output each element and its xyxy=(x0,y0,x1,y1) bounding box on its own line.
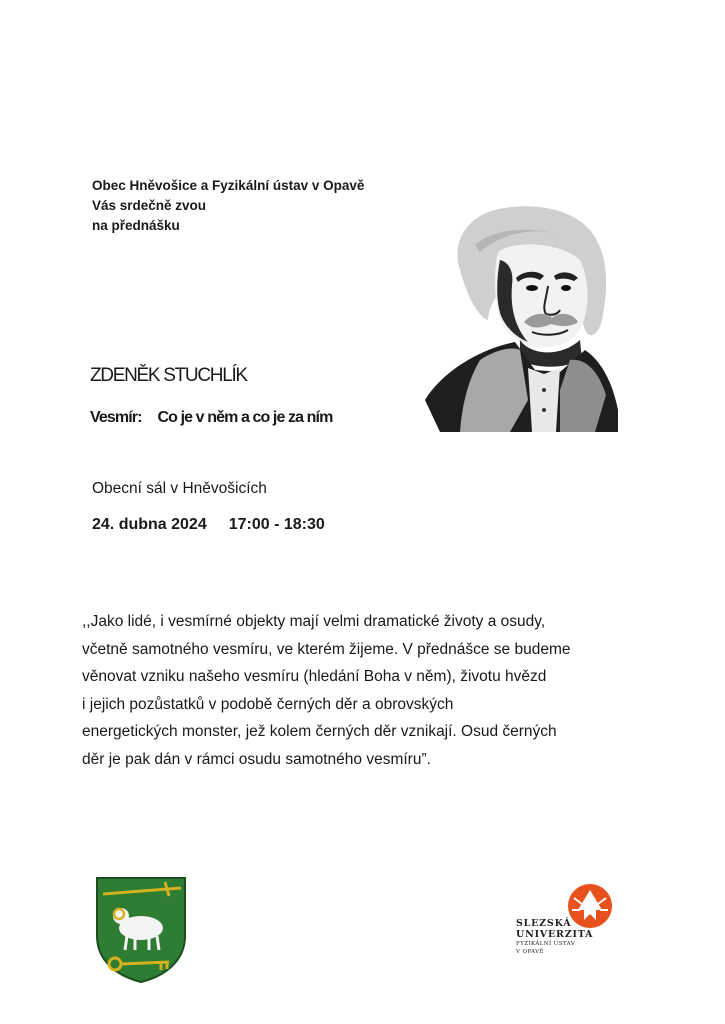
university-dept-line1: FYZIKÁLNÍ ÚSTAV xyxy=(516,941,576,947)
speaker-name: ZDENĚK STUCHLÍK xyxy=(90,365,247,386)
description-line: včetně samotného vesmíru, ve kterém žijeme. V přednášce se budeme xyxy=(82,640,571,658)
description-line: energetických monster, jež kolem černých děr vznikají. Osud černých xyxy=(82,723,557,740)
einstein-portrait-icon xyxy=(420,200,620,432)
invitation-intro xyxy=(92,176,364,236)
intro-line-invite: Vás srdečně zvou xyxy=(92,198,207,213)
date-time xyxy=(92,516,325,534)
description-line: i jejich pozůstatků v podobě černých děr a obrovských xyxy=(82,695,454,713)
topic-title: Co je v něm a co je za ním xyxy=(157,409,333,426)
intro-line-organizers: Obec Hněvošice a Fyzikální ústav v Opavě xyxy=(92,178,365,193)
venue: Obecní sál v Hněvošicích xyxy=(92,480,267,497)
description-line: děr je pak dán v rámci osudu samotného vesmíru”. xyxy=(82,750,431,768)
lecture-topic xyxy=(90,409,332,427)
university-name-line1: SLEZSKÁ xyxy=(516,918,572,929)
intro-line-lecture: na přednášku xyxy=(92,218,180,233)
university-name-line2: UNIVERZITA xyxy=(516,929,594,940)
coat-of-arms-icon xyxy=(95,876,187,984)
event-date: 24. dubna 2024 xyxy=(92,516,207,533)
description-line: věnovat vzniku našeho vesmíru (hledání Boha v něm), životu hvězd xyxy=(82,668,547,685)
university-dept-line2: V OPAVĚ xyxy=(516,949,544,955)
topic-prefix: Vesmír: xyxy=(90,409,142,426)
event-time: 17:00 - 18:30 xyxy=(228,516,325,533)
lecture-description xyxy=(82,608,662,773)
description-line: ,,Jako lidé, i vesmírné objekty mají velmi dramatické životy a osudy, xyxy=(82,613,546,630)
university-name xyxy=(516,918,593,956)
